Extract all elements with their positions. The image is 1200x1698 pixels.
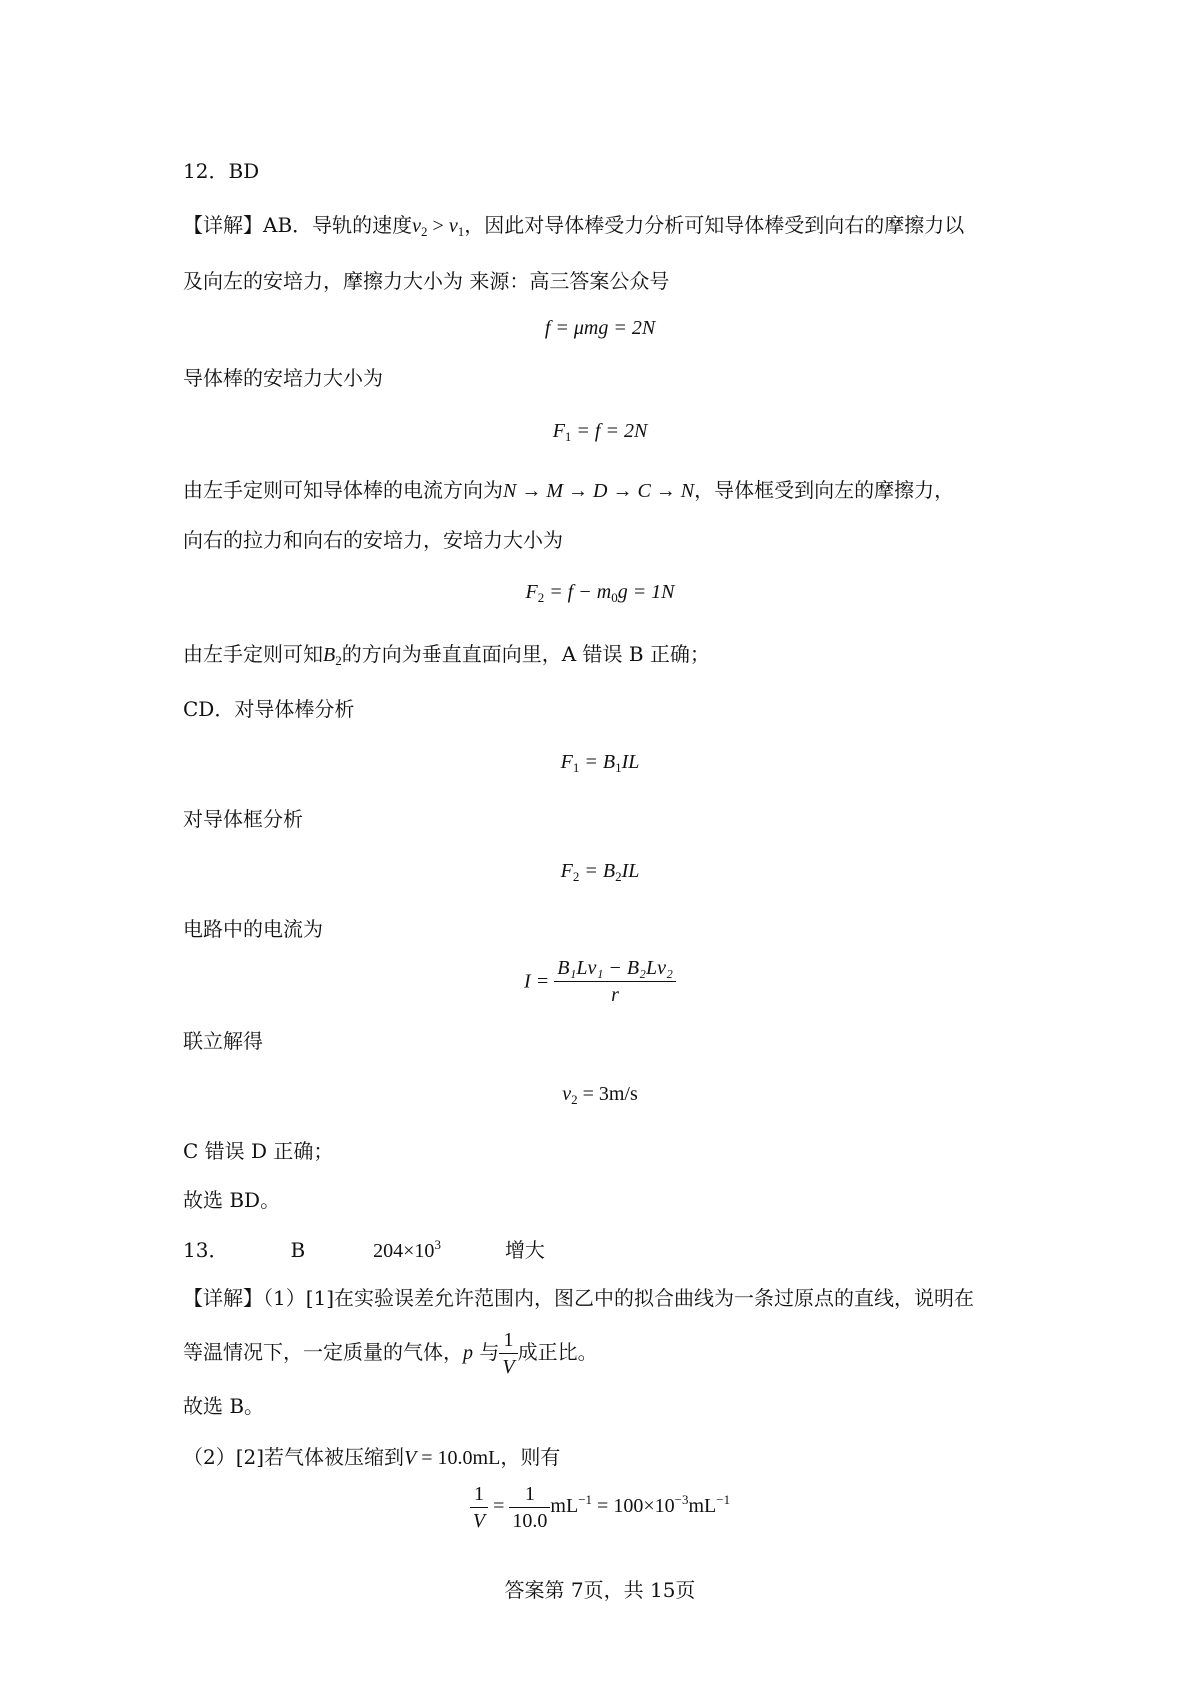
q13-answers <box>183 1236 545 1265</box>
q12-choose: 故选 BD。 <box>183 1188 281 1212</box>
q13-answer-1: B <box>290 1238 306 1262</box>
eq-friction: f = μmg = 2N <box>544 317 656 339</box>
eq-F2-B2IL: $F_2 = B_2IL$ <box>560 860 640 884</box>
gt-sign: > <box>427 215 449 237</box>
eq-F1-B1IL: $F_1 = B_1IL$ <box>560 751 640 775</box>
ab-prefix: AB．导轨的速度 <box>263 213 413 237</box>
q13-part2-line: （2）[2]若气体被压缩到V = 10.0mL，则有 <box>183 1445 561 1469</box>
q12-anpei-text: 导体棒的安培力大小为 <box>183 366 383 390</box>
page-footer: 答案第 7页，共 15页 <box>504 1578 696 1602</box>
q12-ab-line2: 及向左的安培力，摩擦力大小为 来源：高三答案公众号 <box>183 269 670 293</box>
v1-symbol: $v_1$ <box>448 215 465 239</box>
detail-tag: 【详解】 <box>183 213 263 237</box>
eq-inverse-volume: $\frac{1}{V}$ = $\frac{1}{10.0}$ $mL^{-1} = 100\times 10^{-3}mL^{-1}$ <box>0 1480 1200 1534</box>
v2-symbol: $v_2$ <box>412 215 428 239</box>
current-path: N → M → D → C → N <box>503 480 695 502</box>
p-symbol: p <box>463 1342 473 1364</box>
current-denominator: r <box>554 981 676 1008</box>
current-fraction <box>554 955 676 1008</box>
ab-rest: ，因此对导体棒受力分析可知导体棒受到向右的摩擦力以 <box>464 213 965 237</box>
frac-1-over-10: $\frac{1}{10.0}$ <box>509 1481 550 1534</box>
q13-answer-3: 增大 <box>504 1238 545 1262</box>
q13-detail-line2: 等温情况下，一定质量的气体，p 与 $\frac{1}{V}$ 成正比。 <box>183 1329 598 1378</box>
q12-header: 12．BD <box>183 159 260 183</box>
q13-number: 13． <box>183 1238 229 1262</box>
eq-v2-result: $v_2 = 3m/s$ <box>562 1083 638 1107</box>
q12-cd-result: C 错误 D 正确； <box>183 1139 334 1163</box>
eq-current: I = $\frac{\text{B₁Lv₁ − B₂Lv₂}}{r}$ <box>0 955 1200 1008</box>
q13-answer-2: $204\times 10^3$ <box>373 1237 441 1262</box>
q13-detail-line1: 【详解】（1）[1]在实验误差允许范围内，图乙中的拟合曲线为一条过原点的直线，说明在 <box>183 1286 975 1310</box>
q13-choose: 故选 B。 <box>183 1394 265 1418</box>
q12-direction-line: 由左手定则可知导体棒的电流方向为N → M → D → C → N，导体框受到向左的摩擦力， <box>183 478 955 502</box>
q12-current-text: 电路中的电流为 <box>183 917 323 941</box>
q12-frame-analysis: 对导体框分析 <box>183 807 303 831</box>
q12-right-forces: 向右的拉力和向右的安培力，安培力大小为 <box>183 528 563 552</box>
B2-symbol: $B_2$ <box>323 644 342 668</box>
eq-F1-force: $F_1 = f = 2N$ <box>552 420 648 444</box>
q12-ab-line1 <box>183 211 964 240</box>
q12-solve-text: 联立解得 <box>183 1029 263 1053</box>
inverse-V-fraction: $\frac{1}{V}$ <box>499 1327 517 1380</box>
current-numerator: B₁Lv₁ − B₂Lv₂ <box>557 957 673 979</box>
frac-1-over-V: $\frac{1}{V}$ <box>470 1481 488 1534</box>
eq-F2-force: $F_2 = f - m_0g = 1N$ <box>525 581 675 605</box>
q12-cd-heading: CD．对导体棒分析 <box>183 697 355 721</box>
V-symbol: V <box>404 1447 417 1469</box>
q12-B2-direction: 由左手定则可知$B_2$的方向为垂直直面向里，A 错误 B 正确； <box>183 642 710 668</box>
